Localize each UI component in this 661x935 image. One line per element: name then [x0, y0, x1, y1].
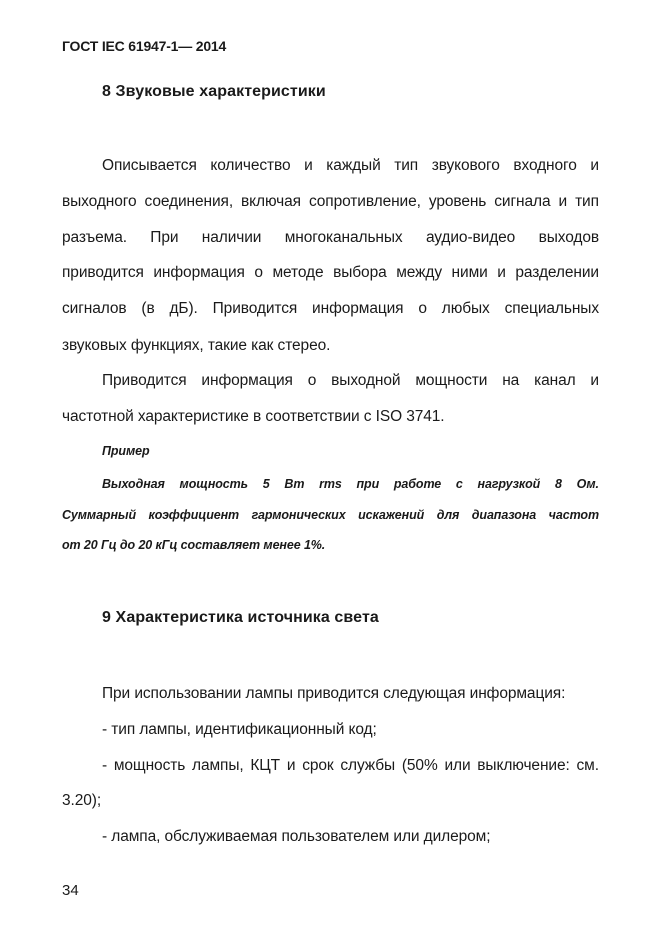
word: для: [436, 508, 460, 522]
word: Описывается: [102, 157, 197, 174]
word: канал: [534, 372, 576, 389]
word: приводится: [62, 264, 144, 281]
word: выходной: [331, 372, 401, 389]
s8-p1-line-4: [62, 264, 599, 282]
s9-item-2: [102, 757, 599, 775]
word: методе: [272, 264, 324, 281]
word: -: [102, 757, 108, 774]
word: Суммарный: [62, 508, 137, 522]
word: срок: [302, 757, 334, 774]
s9-item-3: - лампа, обслуживаемая пользователем или дилером;: [102, 828, 491, 845]
s8-p1-line-5: [62, 300, 599, 318]
word: (в: [141, 300, 155, 317]
word: выбора: [333, 264, 387, 281]
word: сопротивление,: [308, 193, 421, 210]
word: входного: [513, 157, 577, 174]
word: и: [304, 157, 313, 174]
word: выходного: [62, 193, 137, 210]
word: наличии: [201, 229, 262, 246]
word: каждый: [326, 157, 381, 174]
s8-p1-line-3: [62, 229, 599, 247]
s8-p1-line-6: звуковых функциях, такие как стерео.: [62, 337, 331, 354]
word: 5: [262, 477, 270, 491]
s9-item-1: - тип лампы, идентификационный код;: [102, 721, 377, 738]
word: искажений: [358, 508, 425, 522]
word: (50%: [401, 757, 438, 774]
word: работе: [393, 477, 442, 491]
word: и: [590, 372, 599, 389]
word: КЦТ: [250, 757, 281, 774]
word: 8: [555, 477, 562, 491]
word: тип: [575, 193, 599, 210]
word: на: [502, 372, 520, 389]
word: любых: [441, 300, 490, 317]
word: Приводится: [212, 300, 298, 317]
example-label: Пример: [102, 444, 150, 458]
word: При: [150, 229, 179, 246]
word: многоканальных: [284, 229, 403, 246]
word: службы: [340, 757, 396, 774]
word: и: [286, 757, 296, 774]
s8-p1-line-1: [102, 157, 599, 175]
word: и: [558, 193, 568, 210]
page-number: 34: [62, 882, 79, 899]
word: ними: [451, 264, 488, 281]
example-line-1: [102, 477, 599, 491]
word: см.: [576, 757, 599, 774]
word: соединения,: [144, 193, 234, 210]
word: аудио-видео: [425, 229, 516, 246]
word: мощность: [179, 477, 248, 491]
word: о: [307, 372, 317, 389]
section-8-heading: 8 Звуковые характеристики: [102, 83, 326, 100]
word: нагрузкой: [477, 477, 541, 491]
word: включая: [241, 193, 301, 210]
word: или: [444, 757, 471, 774]
word: сигналов: [62, 300, 127, 317]
word: количество: [210, 157, 291, 174]
word: выходов: [538, 229, 599, 246]
word: и: [497, 264, 506, 281]
word: разделении: [515, 264, 599, 281]
word: гармонических: [251, 508, 346, 522]
word: мощность: [113, 757, 186, 774]
example-line-2: [62, 508, 599, 522]
word: rms: [319, 477, 342, 491]
word: при: [356, 477, 380, 491]
word: и: [590, 157, 599, 174]
word: частот: [548, 508, 599, 522]
word: Вт: [284, 477, 305, 491]
word: лампы,: [192, 757, 244, 774]
word: информация: [312, 300, 404, 317]
s9-intro: При использовании лампы приводится следующая информация:: [102, 685, 566, 702]
s8-p2-line-2: частотной характеристике в соответствии с ISO 3741.: [62, 408, 445, 425]
word: между: [396, 264, 442, 281]
word: диапазона: [471, 508, 537, 522]
word: о: [254, 264, 263, 281]
s9-item-2-continued: 3.20);: [62, 792, 102, 809]
word: тип: [394, 157, 419, 174]
word: уровень: [428, 193, 487, 210]
word: Приводится: [102, 372, 187, 389]
s8-p1-line-2: [62, 193, 599, 211]
word: звукового: [431, 157, 500, 174]
word: коэффициент: [148, 508, 240, 522]
section-9-heading: 9 Характеристика источника света: [102, 609, 379, 626]
word: с: [455, 477, 463, 491]
word: Выходная: [102, 477, 165, 491]
word: специальных: [504, 300, 599, 317]
word: выключение:: [477, 757, 570, 774]
word: разъема.: [62, 229, 127, 246]
word: дБ).: [169, 300, 198, 317]
word: информация: [153, 264, 245, 281]
word: Ом.: [576, 477, 599, 491]
document-id-header: ГОСТ IEC 61947-1— 2014: [62, 38, 227, 54]
word: о: [418, 300, 427, 317]
word: сигнала: [494, 193, 551, 210]
word: мощности: [415, 372, 488, 389]
s8-p2-line-1: [102, 372, 599, 390]
example-line-3: от 20 Гц до 20 кГц составляет менее 1%.: [62, 538, 326, 552]
word: информация: [201, 372, 293, 389]
